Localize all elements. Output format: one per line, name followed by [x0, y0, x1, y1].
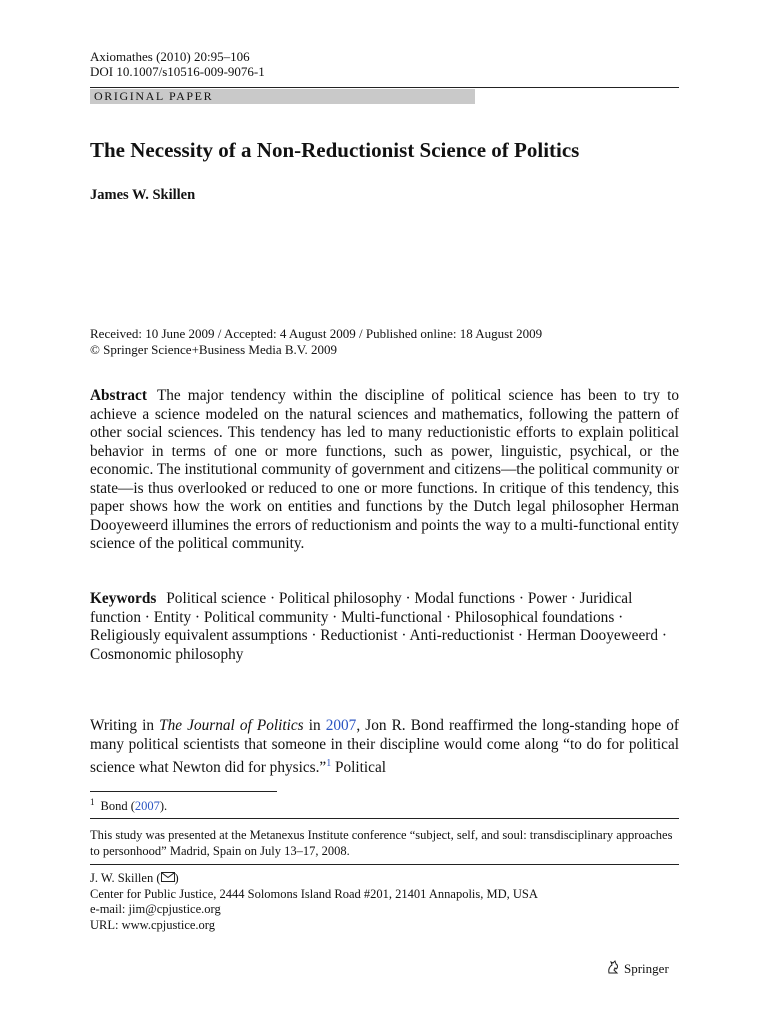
author-contact	[90, 871, 538, 887]
doi-line: DOI 10.1007/s10516-009-9076-1	[90, 64, 265, 79]
affiliation-name: J. W. Skillen (	[90, 871, 161, 885]
footnote	[90, 795, 167, 814]
footnote-text-end: ).	[159, 799, 168, 814]
publisher-name: Springer	[624, 961, 669, 976]
dates-line: Received: 10 June 2009 / Accepted: 4 August 2009 / Published online: 18 August 2009	[90, 326, 543, 341]
abstract	[90, 387, 679, 554]
footnote-mark: 1	[90, 797, 95, 807]
keywords-label: Keywords	[90, 590, 157, 607]
header-rule	[90, 87, 679, 88]
paper-title: The Necessity of a Non-Reductionist Science of Politics	[90, 138, 580, 162]
affiliation-rule	[90, 864, 679, 865]
affiliation-name-end: )	[174, 871, 179, 885]
footnote-ref-link[interactable]: 1	[326, 758, 332, 769]
body-text-4: Political	[331, 759, 386, 777]
envelope-icon[interactable]	[161, 872, 175, 882]
publication-dates	[90, 326, 542, 358]
citation-link[interactable]: 2007	[325, 717, 357, 734]
keywords-text: Political science · Political philosophy · Modal functions · Power · Juridical function · Entity · Political community · Multi-functional · Philosophical foundations · Religiously equivalent assumptions · Reductionist · Anti-reductionist · Herman Dooyeweerd · Cosmonomic philosophy	[90, 590, 667, 663]
springer-logo	[606, 960, 669, 978]
section-label: ORIGINAL PAPER	[94, 89, 214, 103]
body-text-1: Writing in	[90, 717, 160, 734]
footnote-rule	[90, 791, 277, 792]
body-paragraph	[90, 716, 679, 777]
affiliation-address: Center for Public Justice, 2444 Solomons Island Road #201, 21401 Annapolis, MD, USA	[90, 886, 538, 901]
author-name: James W. Skillen	[90, 187, 196, 203]
affiliation-url[interactable]: URL: www.cpjustice.org	[90, 918, 215, 933]
body-text-3: , Jon R. Bond reaffirmed the long-standing hope of many political scientists that someone in their discipline would come along “to do for political science what Newton did for physics.”	[90, 717, 680, 777]
study-rule	[90, 818, 679, 819]
affiliation-email[interactable]: e-mail: jim@cpjustice.org	[90, 902, 221, 917]
footnote-text: Bond (	[100, 799, 135, 814]
keywords	[90, 590, 679, 664]
footnote-citation-link[interactable]: 2007	[134, 799, 160, 814]
springer-horse-icon	[606, 960, 620, 978]
study-note: This study was presented at the Metanexus Institute conference “subject, self, and soul: transdisciplinary approaches to personhood” Madrid, Spain on July 13–17, 2008.	[90, 828, 673, 858]
body-text-2: in	[303, 717, 326, 734]
copyright-line: © Springer Science+Business Media B.V. 2009	[90, 342, 337, 357]
abstract-label: Abstract	[90, 387, 147, 404]
affiliation	[90, 871, 538, 934]
abstract-text: The major tendency within the discipline of political science has been to try to achieve a science modeled on the natural sciences and mathematics, following the pattern of other social sciences. This tendency has led to many reductionistic efforts to explain political behavior in terms of one or more functions, such as power, linguistic, psychical, or the economic. The institutional community of government and citizens—the political community or state—is thus overlooked or reduced to one or more functions. In critique of this tendency, this paper shows how the work on entities and functions by the Dutch legal philosopher Herman Dooyeweerd illumines the errors of reductionism and points the way to a multi-functional entity science of the political community.	[90, 387, 679, 552]
journal-name: The Journal of Politics	[159, 717, 304, 734]
section-banner	[90, 89, 475, 104]
citation-line: Axiomathes (2010) 20:95–106	[90, 49, 250, 64]
journal-citation	[90, 49, 265, 79]
